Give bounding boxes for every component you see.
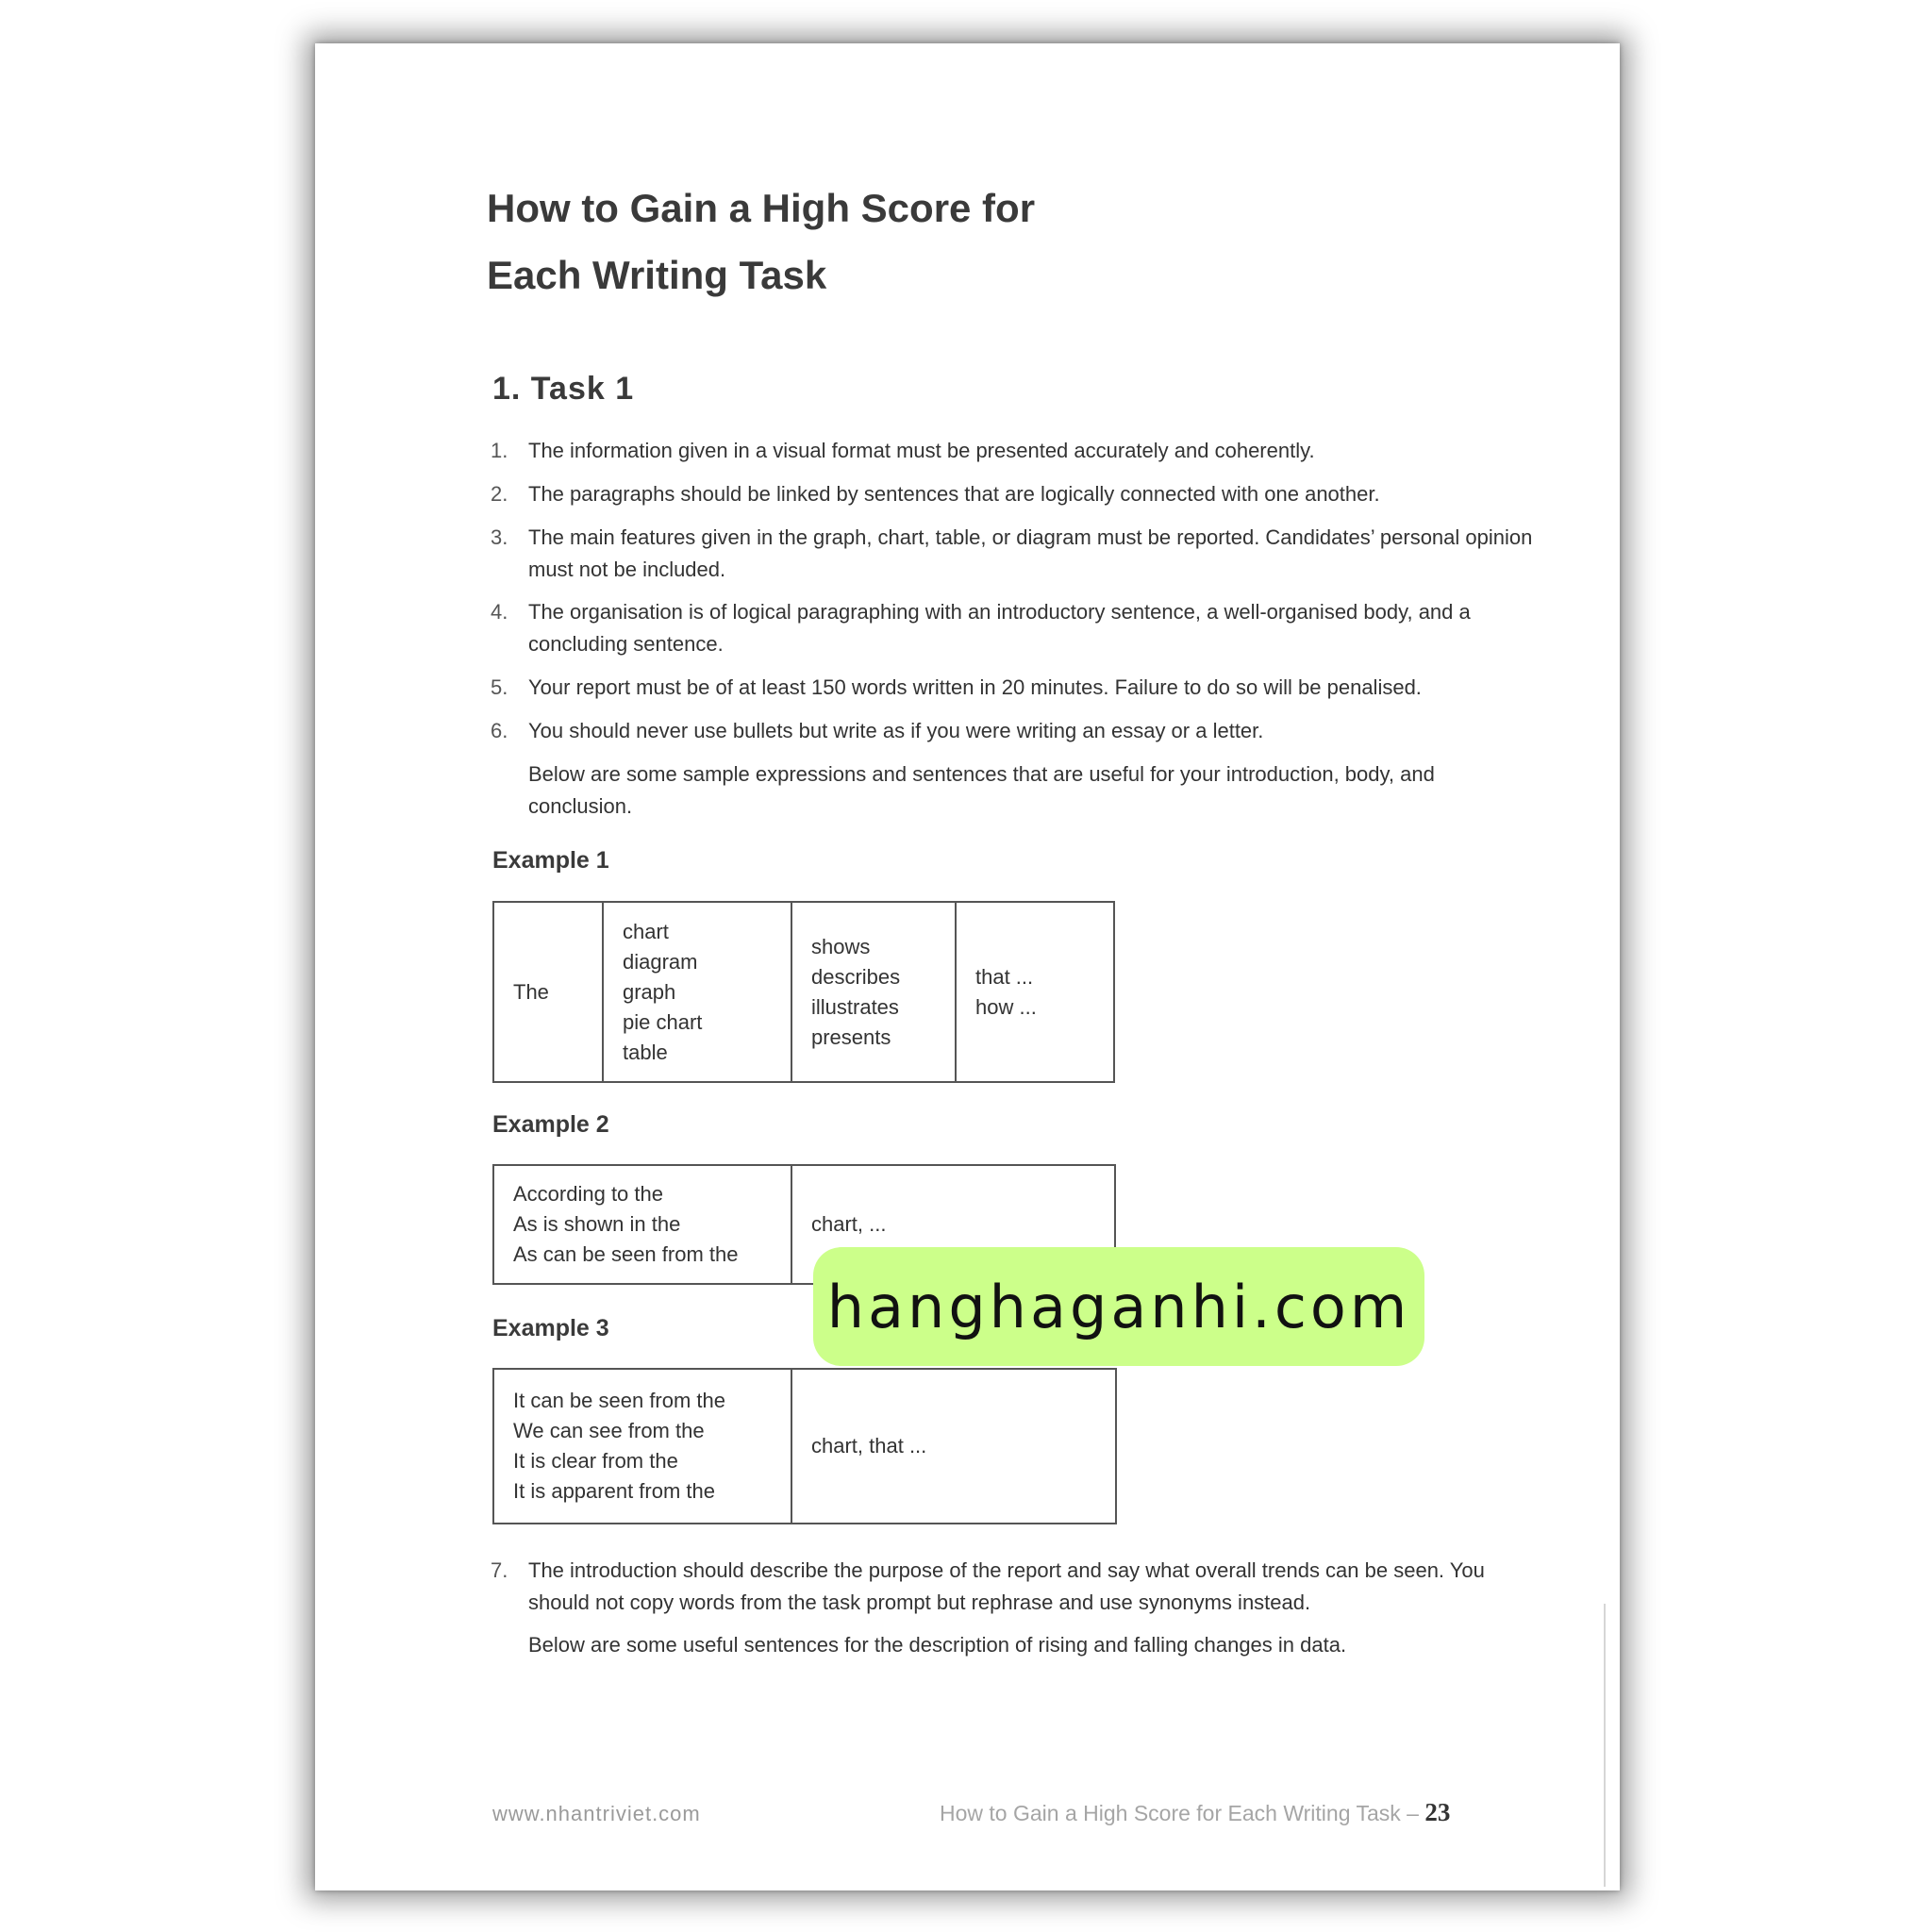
section-heading: 1. Task 1	[492, 371, 635, 407]
list-item-text: You should never use bullets but write as if you were writing an essay or a letter.	[528, 719, 1264, 742]
page-title-line-2: Each Writing Task	[487, 253, 827, 297]
example-1-visual-types	[603, 902, 791, 1082]
table-cell-line: table	[623, 1040, 668, 1064]
example-2-label: Example 2	[492, 1111, 609, 1138]
example-2-completion: chart, ...	[791, 1165, 1115, 1284]
list-item-number: 6.	[491, 719, 508, 742]
list-item-number: 4.	[491, 600, 508, 624]
example-1-label: Example 1	[492, 847, 609, 874]
list-item-text: The information given in a visual format must be presented accurately and coherently.	[528, 439, 1315, 462]
list-item-text: The organisation is of logical paragraphing with an introductory sentence, a well-organised body, and a concluding sentence.	[528, 600, 1471, 656]
table-cell-line: pie chart	[623, 1009, 703, 1034]
example-1-table	[492, 901, 1115, 1083]
requirements-list	[491, 435, 1538, 831]
example-1-subject: The	[493, 902, 603, 1082]
table-cell-line: It can be seen from the	[513, 1389, 726, 1412]
list-item-number: 7.	[491, 1558, 508, 1582]
table-cell-line: that ...	[975, 964, 1034, 989]
list-item-number: 1.	[491, 439, 508, 462]
list-item-text: The main features given in the graph, chart, table, or diagram must be reported. Candidates’ personal opinion must not be included.	[528, 525, 1533, 581]
watermark-badge: hanghaganhi.com	[813, 1247, 1424, 1366]
table-cell-line: It is apparent from the	[513, 1479, 715, 1503]
list-item-text: The paragraphs should be linked by sentences that are logically connected with one another.	[528, 482, 1380, 506]
list-item-text: Your report must be of at least 150 words written in 20 minutes. Failure to do so will be penalised.	[528, 675, 1422, 699]
example-3-label: Example 3	[492, 1315, 609, 1341]
table-cell-line: According to the	[513, 1182, 663, 1206]
closing-note-text: Below are some useful sentences for the description of rising and falling changes in data.	[528, 1633, 1347, 1657]
table-cell-line: It is clear from the	[513, 1449, 678, 1473]
example-3-table	[492, 1368, 1117, 1524]
table-cell-line: We can see from the	[513, 1419, 705, 1442]
table-cell-line: As is shown in the	[513, 1212, 681, 1236]
list-item-number: 3.	[491, 525, 508, 549]
page-edge	[1604, 1604, 1611, 1887]
table-cell-line: illustrates	[811, 994, 899, 1019]
page-number: 23	[1424, 1798, 1451, 1826]
example-1-connectors	[956, 902, 1114, 1082]
table-cell-line: diagram	[623, 949, 698, 974]
example-2-phrases	[493, 1165, 791, 1284]
example-3-phrases	[493, 1369, 791, 1524]
list-item-number: 2.	[491, 482, 508, 506]
page-title	[487, 175, 1241, 308]
footer-running-title	[940, 1798, 1450, 1827]
table-cell-line: describes	[811, 964, 901, 989]
footer-title-text: How to Gain a High Score for Each Writing Task	[940, 1801, 1401, 1825]
table-cell-line: graph	[623, 979, 676, 1004]
footer-dash: –	[1407, 1801, 1425, 1825]
example-3-completion: chart, that ...	[791, 1369, 1116, 1524]
table-cell-line: As can be seen from the	[513, 1242, 739, 1266]
example-1-verbs	[791, 902, 956, 1082]
table-cell-line: presents	[811, 1024, 891, 1049]
intro-note-text: Below are some sample expressions and sentences that are useful for your introduction, body, and conclusion.	[528, 762, 1435, 818]
page-title-line-1: How to Gain a High Score for	[487, 186, 1036, 230]
table-cell-line: shows	[811, 934, 871, 958]
list-item-number: 5.	[491, 675, 508, 699]
list-item-text: The introduction should describe the purpose of the report and say what overall trends can be seen. You should not copy words from the task prompt but rephrase and use synonyms instead.	[528, 1558, 1485, 1614]
footer-website: www.nhantriviet.com	[492, 1802, 701, 1825]
requirements-list-continued	[491, 1555, 1538, 1668]
table-cell-line: chart	[623, 919, 669, 943]
table-cell-line: how ...	[975, 994, 1037, 1019]
